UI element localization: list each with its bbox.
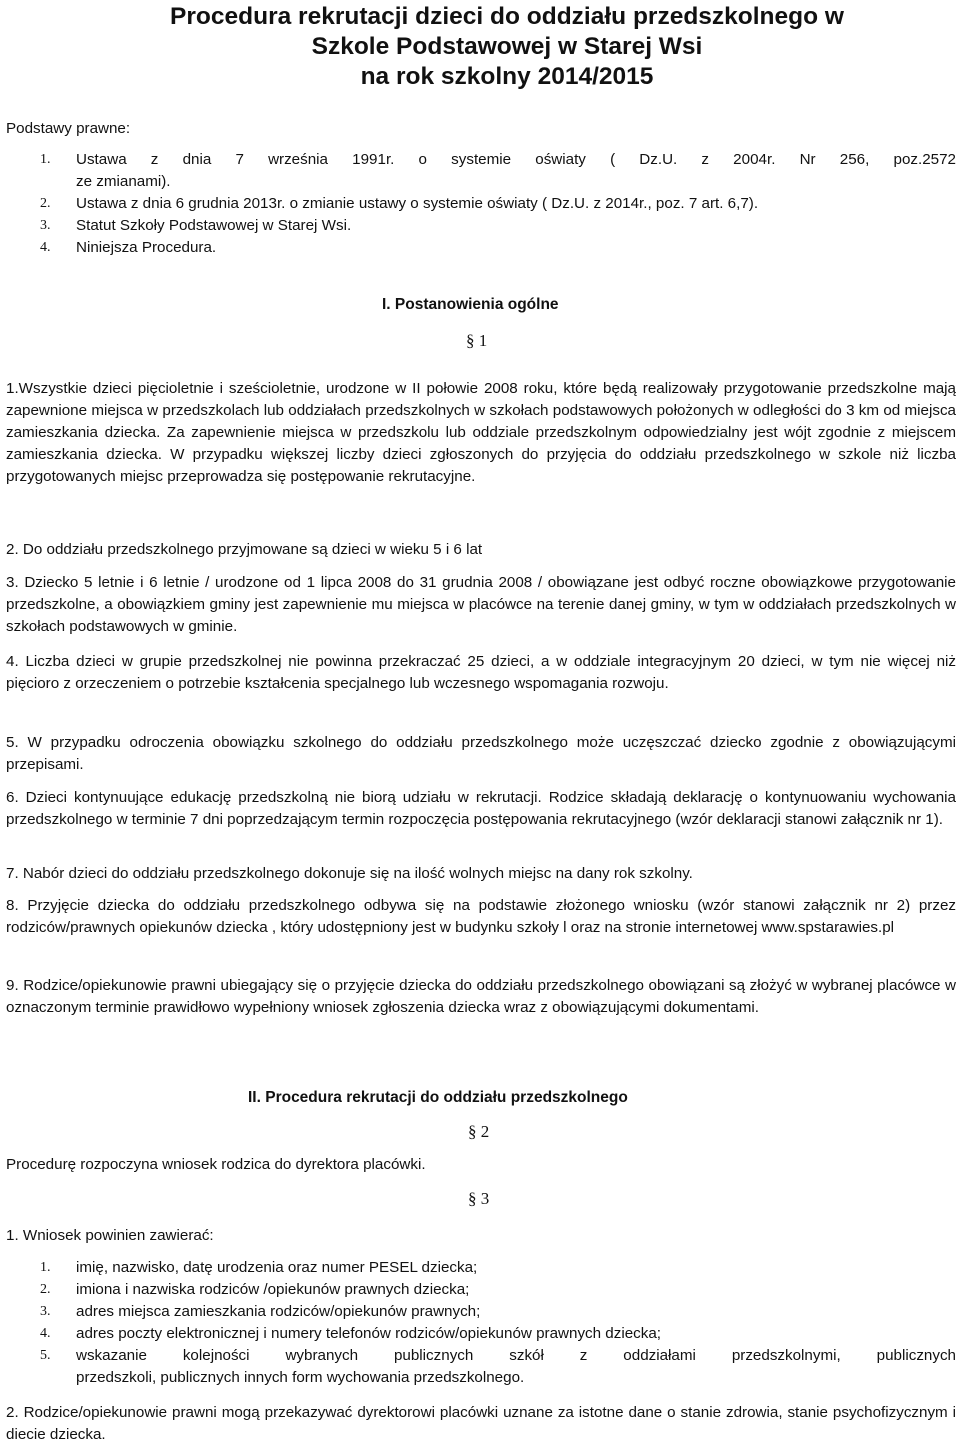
paragraph-sign-2: § 2 [468, 1122, 490, 1141]
section-1-paragraph-8: 8. Przyjęcie dziecka do oddziału przedszkolnego odbywa się na podstawie złożonego wniosku (wzór stanowi załącznik nr 2) przez rodziców/prawnych opiekunów dziecka , który udostępniony jest w budynku szkoły l oraz na stronie internetowej www.spstarawies.pl [6, 897, 956, 936]
list-item [6, 193, 956, 215]
list-number: 3. [40, 218, 51, 233]
legal-basis-heading: Podstawy prawne: [6, 120, 131, 137]
list-item-text: adres miejsca zamieszkania rodziców/opiekunów prawnych; [76, 1303, 481, 1320]
list-item [6, 1257, 956, 1279]
legal-basis-list [6, 149, 956, 259]
application-list-heading: 1. Wniosek powinien zawierać: [6, 1227, 214, 1244]
section-1-paragraph-2: 2. Do oddziału przedszkolnego przyjmowane są dzieci w wieku 5 i 6 lat [6, 541, 483, 558]
title-line-1: Procedura rekrutacji dzieci do oddziału przedszkolnego w [170, 3, 844, 30]
section-1-paragraph-6: 6. Dzieci kontynuujące edukację przedszkolną nie biorą udziału w rekrutacji. Rodzice składają deklarację o kontynuowaniu wychowania przedszkolnego w terminie 7 dni poprzedzającym termin rozpoczęcia postępowania rekrutacyjnego (wzór deklaracji stanowi załącznik nr 1). [6, 789, 956, 828]
list-number: 4. [40, 240, 51, 255]
title-line-2: Szkole Podstawowej w Starej Wsi [311, 33, 703, 60]
section-1-paragraph-9: 9. Rodzice/opiekunowie prawni ubiegający się o przyjęcie dziecka do oddziału przedszkolnego obowiązani są złożyć w wybranej placówce w oznaczonym terminie prawidłowo wypełniony wniosek zgłoszenia dziecka wraz z obowiązującymi dokumentami. [6, 977, 956, 1016]
list-item [6, 1323, 956, 1345]
paragraph-sign-3: § 3 [468, 1189, 490, 1208]
list-number: 1. [40, 152, 51, 167]
list-item [6, 1301, 956, 1323]
list-item [6, 237, 956, 259]
list-item-text: Niniejsza Procedura. [76, 239, 217, 256]
list-item-text-continued: ze zmianami). [76, 173, 171, 190]
section-1-paragraph-4: 4. Liczba dzieci w grupie przedszkolnej nie powinna przekraczać 25 dzieci, a w oddziale integracyjnym 20 dzieci, w tym nie więcej niż pięcioro z orzeczeniem o potrzebie kształcenia specjalnego lub wczesnego wspomagania rozwoju. [6, 653, 956, 692]
section-2-intro: Procedurę rozpoczyna wniosek rodzica do dyrektora placówki. [6, 1156, 426, 1173]
list-number: 1. [40, 1260, 51, 1275]
closing-paragraph: 2. Rodzice/opiekunowie prawni mogą przekazywać dyrektorowi placówki uznane za istotne dane o stanie zdrowia, stanie psychofizycznym i diecie dziecka. [6, 1404, 956, 1443]
list-item-text: imiona i nazwiska rodziców /opiekunów prawnych dziecka; [76, 1281, 470, 1298]
application-contents-list [6, 1257, 956, 1389]
document-title [0, 2, 960, 92]
list-item-text-continued: przedszkoli, publicznych innych form wychowania przedszkolnego. [76, 1369, 525, 1386]
list-item [6, 215, 956, 237]
list-number: 5. [40, 1348, 51, 1363]
list-item-text: adres poczty elektronicznej i numery telefonów rodziców/opiekunów prawnych dziecka; [76, 1325, 662, 1342]
list-number: 3. [40, 1304, 51, 1319]
list-item [6, 1279, 956, 1301]
list-item-text: Ustawa z dnia 7 września 1991r. o systemie oświaty ( Dz.U. z 2004r. Nr 256, poz.2572 [76, 151, 956, 168]
list-item [6, 1345, 956, 1389]
list-item-text: Ustawa z dnia 6 grudnia 2013r. o zmianie ustawy o systemie oświaty ( Dz.U. z 2014r., poz. 7 art. 6,7). [76, 195, 759, 212]
section-1-paragraph-1: 1.Wszystkie dzieci pięcioletnie i sześcioletnie, urodzone w II połowie 2008 roku, które będą realizowały przygotowanie przedszkolne mają zapewnione miejsca w przedszkolach lub oddziałach przedszkolnych w szkołach podstawowych położonych w odległości do 3 km od miejsca zamieszkania dziecka. Za zapewnienie miejsca w przedszkolu lub oddziale przedszkolnym odpowiedzialny jest wójt zgodnie z miejscem zamieszkania dziecka. W przypadku większej liczby dzieci zgłoszonych do przyjęcia do oddziału przedszkolnego w szkole niż liczba przygotowanych miejsc przeprowadza się postępowanie rekrutacyjne. [6, 380, 956, 485]
list-item-text: Statut Szkoły Podstawowej w Starej Wsi. [76, 217, 352, 234]
list-item [6, 149, 956, 193]
list-item-text: wskazanie kolejności wybranych publicznych szkół z oddziałami przedszkolnymi, publicznych [76, 1347, 956, 1364]
list-number: 4. [40, 1326, 51, 1341]
paragraph-sign-1: § 1 [466, 331, 488, 350]
list-item-text: imię, nazwisko, datę urodzenia oraz numer PESEL dziecka; [76, 1259, 478, 1276]
list-number: 2. [40, 196, 51, 211]
section-1-paragraph-5: 5. W przypadku odroczenia obowiązku szkolnego do oddziału przedszkolnego może uczęszczać dziecko zgodnie z obowiązującymi przepisami. [6, 734, 956, 773]
title-line-3: na rok szkolny 2014/2015 [360, 63, 654, 90]
list-number: 2. [40, 1282, 51, 1297]
section-1-paragraph-7: 7. Nabór dzieci do oddziału przedszkolnego dokonuje się na ilość wolnych miejsc na dany rok szkolny. [6, 865, 693, 882]
section-1-paragraph-3: 3. Dziecko 5 letnie i 6 letnie / urodzone od 1 lipca 2008 do 31 grudnia 2008 / obowiązane jest odbyć roczne obowiązkowe przygotowanie przedszkolne, a obowiązkiem gminy jest zapewnienie mu miejsca w placówce na terenie danej gminy, w tym w oddziałach przedszkolnych w szkołach podstawowych w gminie. [6, 574, 956, 635]
section-1-title: I. Postanowienia ogólne [382, 296, 559, 313]
section-2-title: II. Procedura rekrutacji do oddziału przedszkolnego [248, 1089, 628, 1106]
